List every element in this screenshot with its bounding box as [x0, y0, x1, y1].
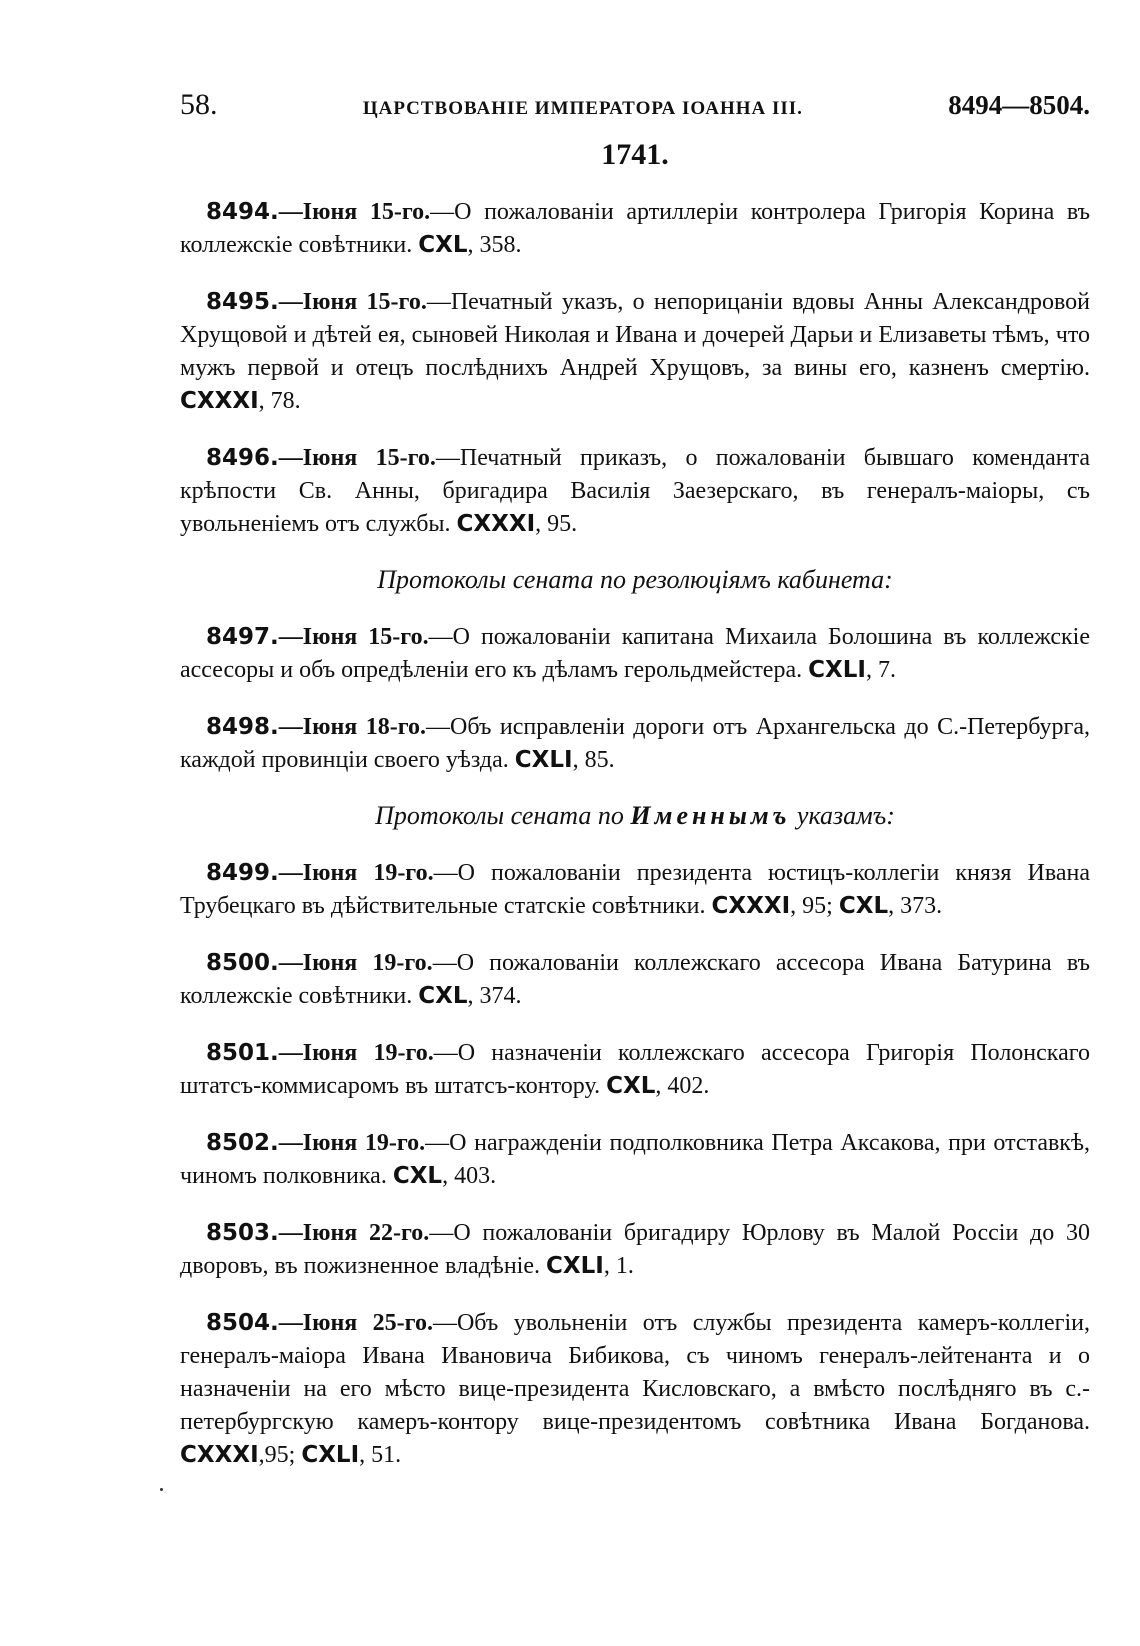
entry-ref-volume: CXL — [418, 983, 468, 1009]
section-heading-spaced: Именнымъ — [630, 801, 791, 830]
law-entry — [180, 1307, 1090, 1472]
entry-date: —Іюня 15-го. — [278, 445, 436, 471]
entry-number: 8498. — [206, 714, 279, 740]
entry-ref-page: , 78. — [258, 388, 301, 414]
section-heading-imennye — [180, 801, 1090, 831]
entry-date: —Іюня 22-го. — [278, 1220, 430, 1246]
law-entry — [180, 711, 1090, 777]
entry-ref-page: , 374. — [467, 983, 522, 1009]
entry-ref-volume: CXL — [606, 1073, 656, 1099]
entry-date: —Іюня 19-го. — [278, 950, 433, 976]
section-heading-cabinet: Протоколы сената по резолюціямъ кабинета: — [377, 565, 893, 594]
entry-ref-volume: CXXXI — [180, 1442, 259, 1468]
law-entry — [180, 1217, 1090, 1283]
entry-ref-volume-2: CXL — [838, 893, 889, 919]
entry-number: 8502. — [206, 1130, 279, 1156]
year-heading: 1741. — [601, 138, 669, 171]
entry-ref-volume: CXXXI — [180, 388, 259, 414]
section-heading-prefix: Протоколы сената по — [375, 801, 631, 830]
entry-ref-page: , 95. — [535, 511, 578, 537]
entry-text: —Печатный указъ, о непорицаніи вдовы Анны Александровой Хрущовой и дѣтей ея, сыновей Николая и Ивана и дочерей Дарьи и Елизаветы тѣмъ, что мужъ первой и отецъ послѣднихъ Андрей Хрущовъ, за вины его, казненъ смертію. — [180, 289, 1090, 381]
entry-date: —Іюня 15-го. — [278, 624, 429, 650]
entry-number: 8499. — [206, 860, 279, 886]
entry-date: —Іюня 15-го. — [278, 199, 431, 225]
entries-group-2 — [180, 621, 1090, 777]
entry-ref-volume: CXL — [392, 1163, 443, 1189]
entry-number: 8496. — [206, 445, 279, 471]
law-entry — [180, 286, 1090, 418]
entry-ref-volume: CXL — [418, 232, 468, 258]
entry-number: 8503. — [206, 1220, 279, 1246]
entry-ref-page: , 1. — [603, 1253, 634, 1279]
entry-ref-page-2: , 51. — [359, 1442, 402, 1468]
entry-text: —О пожалованіи президента юстицъ-коллегіи князя Ивана Трубецкаго въ дѣйствительные статскіе совѣтники. — [180, 860, 1090, 919]
section-heading-suffix: указамъ: — [790, 801, 895, 830]
law-entry — [180, 1127, 1090, 1193]
entries-group-1 — [180, 196, 1090, 541]
entry-range: 8494—8504. — [948, 90, 1090, 120]
entry-text: —О пожалованіи бригадиру Юрлову въ Малой Россіи до 30 дворовъ, въ пожизненное владѣніе. — [180, 1220, 1090, 1279]
running-title: ЦАРСТВОВАНІЕ ИМПЕРАТОРА ІОАННА III. — [362, 98, 803, 119]
entry-ref-volume-2: CXLI — [301, 1442, 360, 1468]
law-entry — [180, 857, 1090, 923]
entry-date: —Іюня 15-го. — [278, 289, 427, 315]
entry-ref-volume: CXXXI — [456, 511, 536, 537]
entry-number: 8500. — [206, 950, 279, 976]
law-entry — [180, 196, 1090, 262]
entry-date: —Іюня 18-го. — [278, 714, 427, 740]
page-header — [180, 88, 1090, 128]
entry-ref-volume: CXLI — [514, 747, 573, 773]
entry-date: —Іюня 19-го. — [278, 1130, 426, 1156]
document-page — [180, 88, 1090, 1496]
entry-number: 8494. — [206, 199, 279, 225]
entry-ref-page: , 358. — [467, 232, 522, 258]
entry-text: —Объ исправленіи дороги отъ Архангельска до С.-Петербурга, каждой провинціи своего уѣзда. — [180, 714, 1091, 773]
law-entry — [180, 621, 1090, 687]
entry-text: —О пожалованіи артиллеріи контролера Григорія Корина въ коллежскіе совѣтники. — [180, 199, 1091, 258]
entry-ref-page-2: , 373. — [888, 893, 943, 919]
margin-dot — [160, 1488, 163, 1491]
entry-date: —Іюня 25-го. — [278, 1310, 433, 1336]
entry-ref-page: , 85. — [572, 747, 615, 773]
entry-number: 8495. — [206, 289, 279, 315]
entry-number: 8501. — [206, 1040, 279, 1066]
entry-ref-page: , 7. — [865, 657, 896, 683]
entry-ref-volume: CXLI — [546, 1253, 604, 1279]
entry-ref-volume: CXLI — [808, 657, 866, 683]
law-entry — [180, 442, 1090, 541]
entry-date: —Іюня 19-го. — [278, 1040, 434, 1066]
entry-text: —О пожалованіи коллежскаго ассесора Ивана Батурина въ коллежскіе совѣтники. — [180, 950, 1090, 1009]
entry-text: —Объ увольненіи отъ службы президента камеръ-коллегіи, генералъ-маіора Ивана Ивановича Бибикова, съ чиномъ генералъ-лейтенанта и о назначеніи на его мѣсто вице-президента Кисловскаго, а вмѣсто послѣдняго въ с.-петербургскую камеръ-контору вице-президентомъ совѣтника Ивана Богданова. — [180, 1310, 1090, 1435]
entry-text: —О назначеніи коллежскаго ассесора Григорія Полонскаго штатсъ-коммисаромъ въ штатсъ-контору. — [180, 1040, 1090, 1099]
entry-number: 8504. — [206, 1310, 279, 1336]
entry-text: —О пожалованіи капитана Михаила Болошина въ коллежскіе ассесоры и объ опредѣленіи его къ дѣламъ герольдмейстера. — [180, 624, 1090, 683]
entry-number: 8497. — [206, 624, 279, 650]
law-entry — [180, 1037, 1090, 1103]
entry-text: —Печатный приказъ, о пожалованіи бывшаго коменданта крѣпости Св. Анны, бригадира Василія Заезерскаго, въ генералъ-маіоры, съ увольненіемъ отъ службы. — [180, 445, 1090, 537]
page-number: 58. — [180, 88, 218, 121]
law-entry — [180, 947, 1090, 1013]
entry-date: —Іюня 19-го. — [278, 860, 434, 886]
entry-ref-volume: CXXXI — [711, 893, 791, 919]
entry-ref-page: , 403. — [442, 1163, 497, 1189]
entry-ref-page: , 402. — [655, 1073, 710, 1099]
entry-ref-page: ,95; — [258, 1442, 302, 1468]
entry-ref-page: , 95; — [790, 893, 839, 919]
entry-text: —О награжденіи подполковника Петра Аксакова, при отставкѣ, чиномъ полковника. — [180, 1130, 1090, 1189]
entries-group-3 — [180, 857, 1090, 1472]
